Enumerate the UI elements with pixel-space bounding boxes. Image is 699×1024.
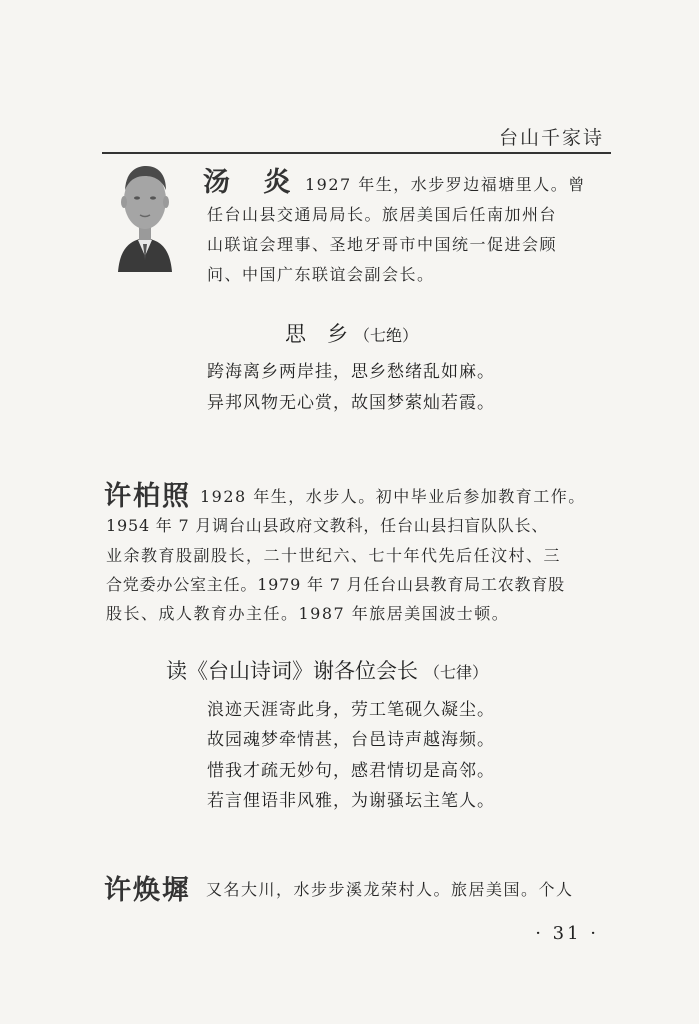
bio-line: 1954 年 7 月调台山县政府文教科，任台山县扫盲队队长、	[106, 516, 549, 535]
poem-title-text: 思 乡	[285, 322, 348, 346]
poem-line: 若言俚语非风雅，为谢骚坛主笔人。	[207, 791, 495, 811]
poem-line: 浪迹天涯寄此身，劳工笔砚久凝尘。	[207, 700, 495, 720]
bio-line: 1928 年生，水步人。初中毕业后参加教育工作。	[200, 487, 586, 506]
running-header-title: 台山千家诗	[498, 127, 604, 149]
portrait-photo	[112, 160, 178, 272]
poem-title	[166, 655, 488, 685]
poem-title	[285, 318, 418, 348]
bio-line: 股长、成人教育办主任。1987 年旅居美国波士顿。	[106, 604, 510, 623]
bio-line: 山联谊会理事、圣地牙哥市中国统一促进会顾	[207, 235, 558, 254]
bio-line: 问、中国广东联谊会副会长。	[207, 265, 435, 284]
poem-line: 异邦风物无心赏，故国梦萦灿若霞。	[207, 393, 495, 413]
poem-form: （七律）	[424, 663, 489, 682]
poem-line: 故园魂梦牵情甚，台邑诗声越海频。	[207, 730, 495, 750]
bio-line: 合党委办公室主任。1979 年 7 月任台山县教育局工农教育股	[106, 575, 565, 594]
entry-name-tang-yan: 汤 炎	[203, 167, 303, 198]
poem-line: 跨海离乡两岸挂，思乡愁绪乱如麻。	[207, 362, 495, 382]
entry-name-xu-baizhao: 许柏照	[104, 481, 191, 512]
page-number: · 31 ·	[535, 923, 599, 944]
poem-line: 惜我才疏无妙句，感君情切是高邻。	[207, 761, 495, 781]
bio-line: 任台山县交通局局长。旅居美国后任南加州台	[207, 205, 558, 224]
entry-name-xu-huanchi: 许焕墀	[104, 875, 191, 906]
header-rule	[102, 152, 611, 154]
bio-line: 又名大川，水步步溪龙荣村人。旅居美国。个人	[206, 880, 574, 899]
bio-line: 业余教育股副股长，二十世纪六、七十年代先后任汶村、三	[106, 546, 562, 565]
bio-line: 1927 年生，水步罗边福塘里人。曾	[305, 175, 586, 194]
poem-title-text: 读《台山诗词》谢各位会长	[166, 659, 418, 683]
poem-form: （七绝）	[354, 326, 419, 345]
